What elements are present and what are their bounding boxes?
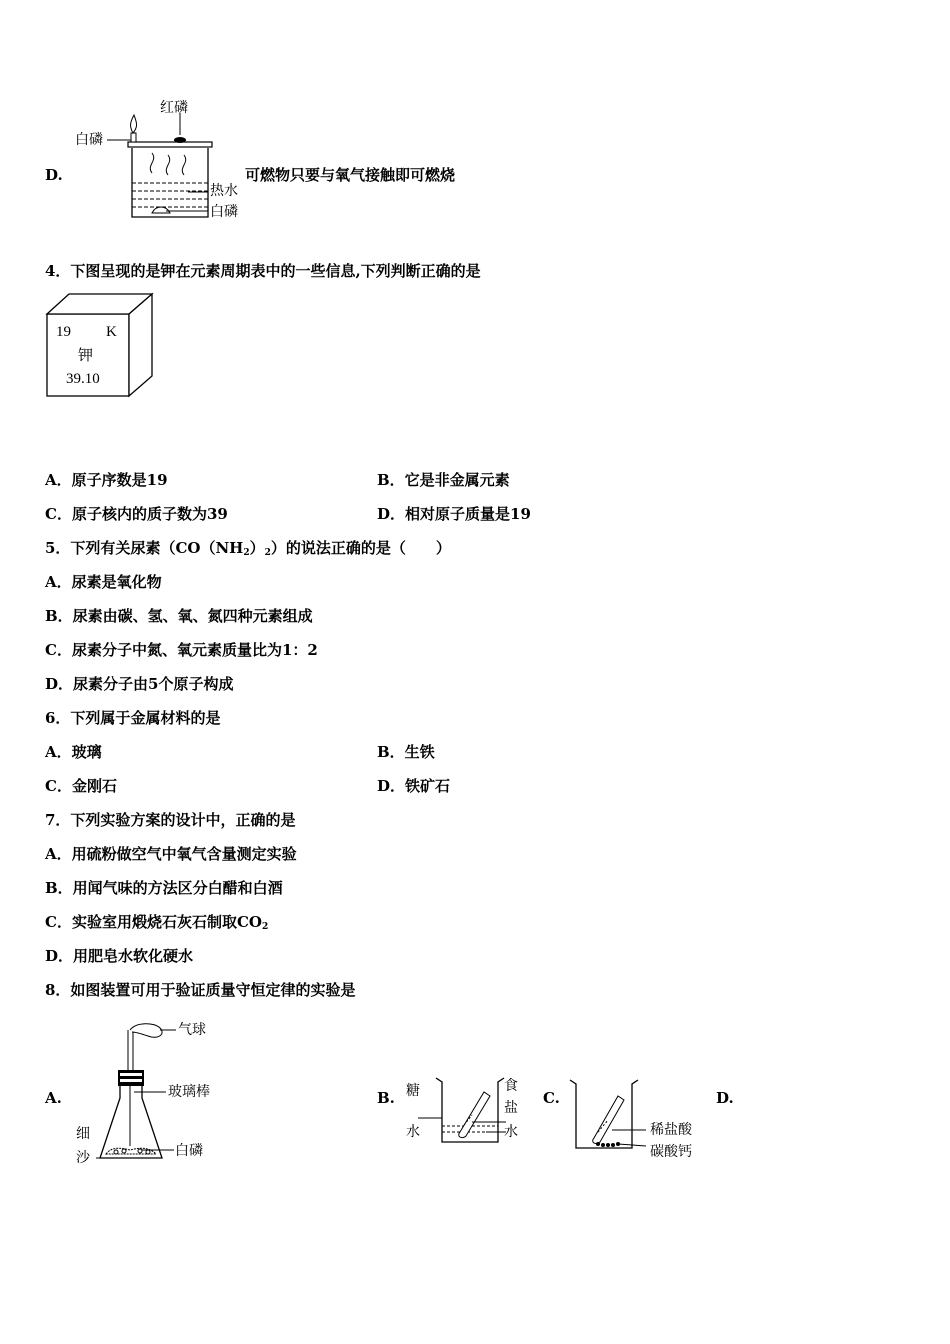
element-card (45, 292, 155, 398)
fig-a-label-balloon: 气球 (178, 1022, 206, 1038)
q4-option-d: D．相对原子质量是19 (377, 505, 531, 523)
q3-option-d-letter: D. (45, 166, 63, 184)
fig-a-label-sand-1: 细 (76, 1126, 90, 1142)
q8-letter-a: A. (45, 1089, 62, 1107)
q4-option-b: B．它是非金属元素 (377, 471, 510, 489)
fig-a-label-rod: 玻璃棒 (168, 1084, 210, 1100)
q6-option-a: A．玻璃 (45, 743, 102, 761)
q3-label-white-p-bottom: 白磷 (210, 204, 238, 220)
fig-b-label-water-right: 水 (504, 1124, 518, 1140)
q3-label-white-p-top: 白磷 (75, 132, 103, 148)
q5-option-c: C．尿素分子中氮、氧元素质量比为1：2 (45, 641, 318, 659)
q5-option-a: A．尿素是氧化物 (45, 573, 162, 591)
fig-a-label-white-p: 白磷 (175, 1143, 203, 1159)
fig-b-label-water-left: 水 (406, 1124, 420, 1140)
q5-stem: 5．下列有关尿素$(CO(NH_2)_2)$的说法正确的是（ ） (45, 539, 451, 558)
fig-b-label-salt-2: 盐 (504, 1100, 518, 1116)
q3-option-d-text: 可燃物只要与氧气接触即可燃烧 (245, 166, 456, 184)
element-card-name: 钾 (78, 346, 94, 364)
q3-label-red-p: 红磷 (160, 100, 188, 116)
q4-stem: 4．下图呈现的是钾在元素周期表中的一些信息,下列判断正确的是 (45, 262, 481, 280)
q7-option-a: A．用硫粉做空气中氧气含量测定实验 (45, 845, 297, 863)
q4-option-a: A．原子序数是19 (45, 471, 168, 489)
fig-a-label-sand-2: 沙 (76, 1150, 90, 1166)
fig-b-label-salt-1: 食 (504, 1078, 518, 1094)
q8-letter-b: B. (377, 1089, 395, 1107)
element-card-mass: 39.10 (66, 371, 100, 387)
element-card-number: 19 (56, 324, 71, 340)
q6-option-c: C．金刚石 (45, 777, 117, 795)
q8-letter-c: C. (543, 1089, 560, 1107)
fig-b-label-sugar: 糖 (406, 1083, 420, 1099)
element-card-symbol: K (106, 324, 117, 340)
q6-option-b: B．生铁 (377, 743, 435, 761)
q5-option-d: D．尿素分子由5个原子构成 (45, 675, 234, 693)
q5-option-b: B．尿素由碳、氢、氧、氮四种元素组成 (45, 607, 313, 625)
q6-stem: 6．下列属于金属材料的是 (45, 709, 221, 727)
q8-stem: 8．如图装置可用于验证质量守恒定律的实验是 (45, 981, 356, 999)
q7-option-d: D．用肥皂水软化硬水 (45, 947, 194, 965)
q7-option-b: B．用闻气味的方法区分白醋和白酒 (45, 879, 283, 897)
q8-letter-d: D. (716, 1089, 734, 1107)
q6-option-d: D．铁矿石 (377, 777, 451, 795)
q7-stem: 7．下列实验方案的设计中，正确的是 (45, 811, 296, 829)
fig-c-label-carbonate: 碳酸钙 (650, 1144, 692, 1160)
q3-label-hot-water: 热水 (210, 183, 238, 199)
fig-c-label-acid: 稀盐酸 (650, 1122, 692, 1138)
q4-option-c: C．原子核内的质子数为39 (45, 505, 228, 523)
q7-option-c: C．实验室用煅烧石灰石制取$CO_2$ (45, 913, 269, 932)
q8-figure-c (568, 1074, 658, 1156)
